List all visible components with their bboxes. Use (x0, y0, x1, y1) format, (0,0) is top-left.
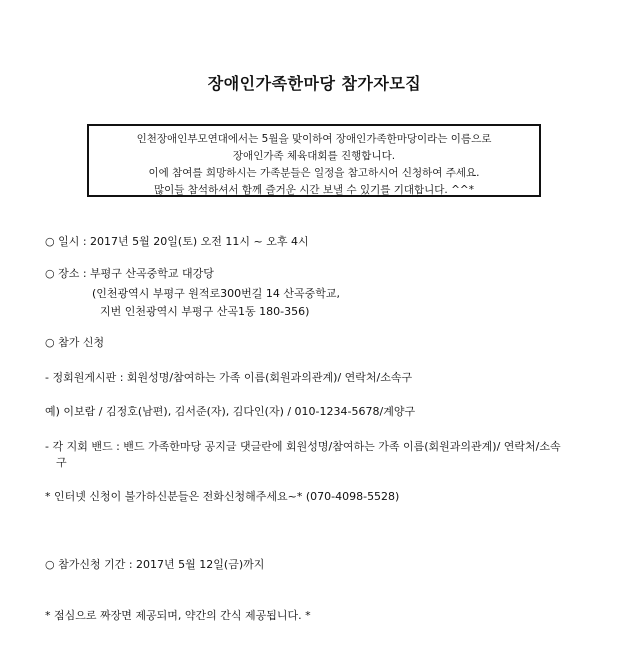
apply-example: 예) 이보람 / 김정호(남편), 김서준(자), 김다인(자) / 010-1234-5678/계양구 (45, 405, 416, 418)
notice-line-4: 많이들 참석하셔서 함께 즐거운 시간 보낼 수 있기를 기대합니다. ^^* (154, 184, 474, 196)
notice-line-1: 인천장애인부모연대에서는 5월을 맞이하여 장애인가족한마당이라는 이름으로 (136, 133, 492, 145)
apply-band-method-wrap: 구 (56, 456, 67, 469)
notice-box (87, 124, 541, 197)
apply-heading: ○ 참가 신청 (45, 336, 105, 349)
phone-apply-note: * 인터넷 신청이 불가하신분들은 전화신청해주세요~* (070-4098-5528) (45, 490, 400, 503)
lunch-note: * 점심으로 짜장면 제공되며, 약간의 간식 제공됩니다. * (45, 609, 311, 622)
event-address-road: (인천광역시 부평구 원적로300번길 14 산곡중학교, (92, 287, 341, 300)
apply-period: ○ 참가신청 기간 : 2017년 5월 12일(금)까지 (45, 558, 265, 571)
event-place: ○ 장소 : 부평구 산곡중학교 대강당 (45, 267, 214, 280)
notice-line-2: 장애인가족 체육대회를 진행합니다. (232, 150, 396, 162)
document-title: 장애인가족한마당 참가자모집 (207, 74, 422, 93)
event-date: ○ 일시 : 2017년 5월 20일(토) 오전 11시 ~ 오후 4시 (45, 235, 309, 248)
notice-line-3: 이에 참여를 희망하시는 가족분들은 일정을 참고하시어 신청하여 주세요. (148, 167, 480, 179)
apply-band-method: - 각 지회 밴드 : 밴드 가족한마당 공지글 댓글란에 회원성명/참여하는 가족 이름(회원과의관계)/ 연락처/소속 (45, 440, 561, 453)
apply-board-method: - 정회원게시판 : 회원성명/참여하는 가족 이름(회원과의관계)/ 연락처/소속구 (45, 371, 413, 384)
event-address-lot: 지번 인천광역시 부평구 산곡1동 180-356) (100, 305, 310, 318)
